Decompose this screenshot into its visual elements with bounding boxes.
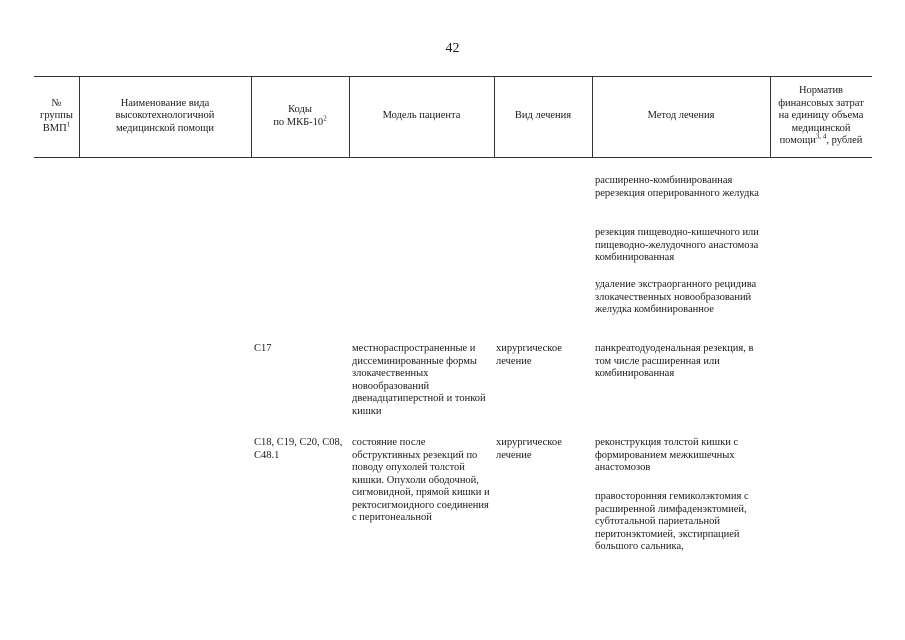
page-number: 42 <box>445 41 460 56</box>
footnote-ref: 3, 4 <box>815 132 827 141</box>
header-group-line3: ВМП <box>42 122 67 134</box>
footnote-ref: 1 <box>66 120 71 129</box>
header-codes-line1: Коды <box>288 104 312 115</box>
header-group-line2: группы <box>40 110 73 122</box>
method-cell <box>595 279 767 317</box>
header-vmp-name <box>79 76 251 157</box>
method-cell <box>595 437 770 475</box>
header-group-number <box>34 76 79 157</box>
treatment-type-cell: хирургическое лечение <box>496 437 562 461</box>
header-treatment-method <box>592 76 770 157</box>
method-item: расширенно-комбинированная ререзекция оперированного желудка <box>595 175 759 199</box>
method-cell <box>595 175 767 200</box>
header-patient-model <box>349 76 494 157</box>
patient-model-cell: состояние после обструктивных резекций по поводу опухолей толстой кишки. Опухоли ободочной, сигмовидной, прямой кишки и ректосигмоидного соединения с перитонеальной <box>352 437 490 523</box>
method-item: реконструкция толстой кишки с формированием межкишечных анастомозов <box>595 437 739 473</box>
patient-model-cell: местнораспространенные и диссеминированные формы злокачественных новообразований двенадцатиперстной и тонкой кишки <box>352 343 486 417</box>
header-bottom-rule <box>34 157 872 158</box>
method-item: резекция пищеводно-кишечного или пищеводно-желудочного анастомоза комбинированная <box>595 227 759 263</box>
treatment-type-cell: хирургическое лечение <box>496 343 562 367</box>
header-group-line1: № <box>51 97 62 109</box>
method-cell <box>595 491 770 554</box>
method-cell <box>595 227 767 265</box>
header-treatment-method-text: Метод лечения <box>647 110 715 122</box>
header-treatment-type-text: Вид лечения <box>514 110 572 122</box>
header-patient-model-text: Модель пациента <box>382 110 461 122</box>
icd-code-cell: C17 <box>254 343 272 354</box>
header-cost-norm-text: Норматив финансовых затрат на единицу объема медицинской помощи <box>778 85 864 147</box>
method-item: удаление экстраорганного рецидива злокачественных новообразований желудка комбинированное <box>595 279 757 315</box>
method-item: панкреатодуоденальная резекция, в том числе расширенная или комбинированная <box>595 343 754 379</box>
header-cost-norm <box>770 76 872 157</box>
header-cost-norm-suffix: , рублей <box>826 135 863 147</box>
footnote-ref: 2 <box>323 114 327 122</box>
header-vmp-name-text: Наименование вида высокотехнологичной медицинской помощи <box>115 97 215 134</box>
method-cell <box>595 343 767 381</box>
icd-code-cell: C18, C19, C20, C08, C48.1 <box>254 437 343 461</box>
header-icd-codes <box>251 76 349 157</box>
method-item: правосторонняя гемиколэктомия с расширенной лимфаденэктомией, субтотальной париетальной перитонэктомией, экстирпацией большого сальника, <box>595 491 749 552</box>
header-treatment-type <box>494 76 592 157</box>
header-codes-line2: по МКБ-10 <box>273 116 324 128</box>
